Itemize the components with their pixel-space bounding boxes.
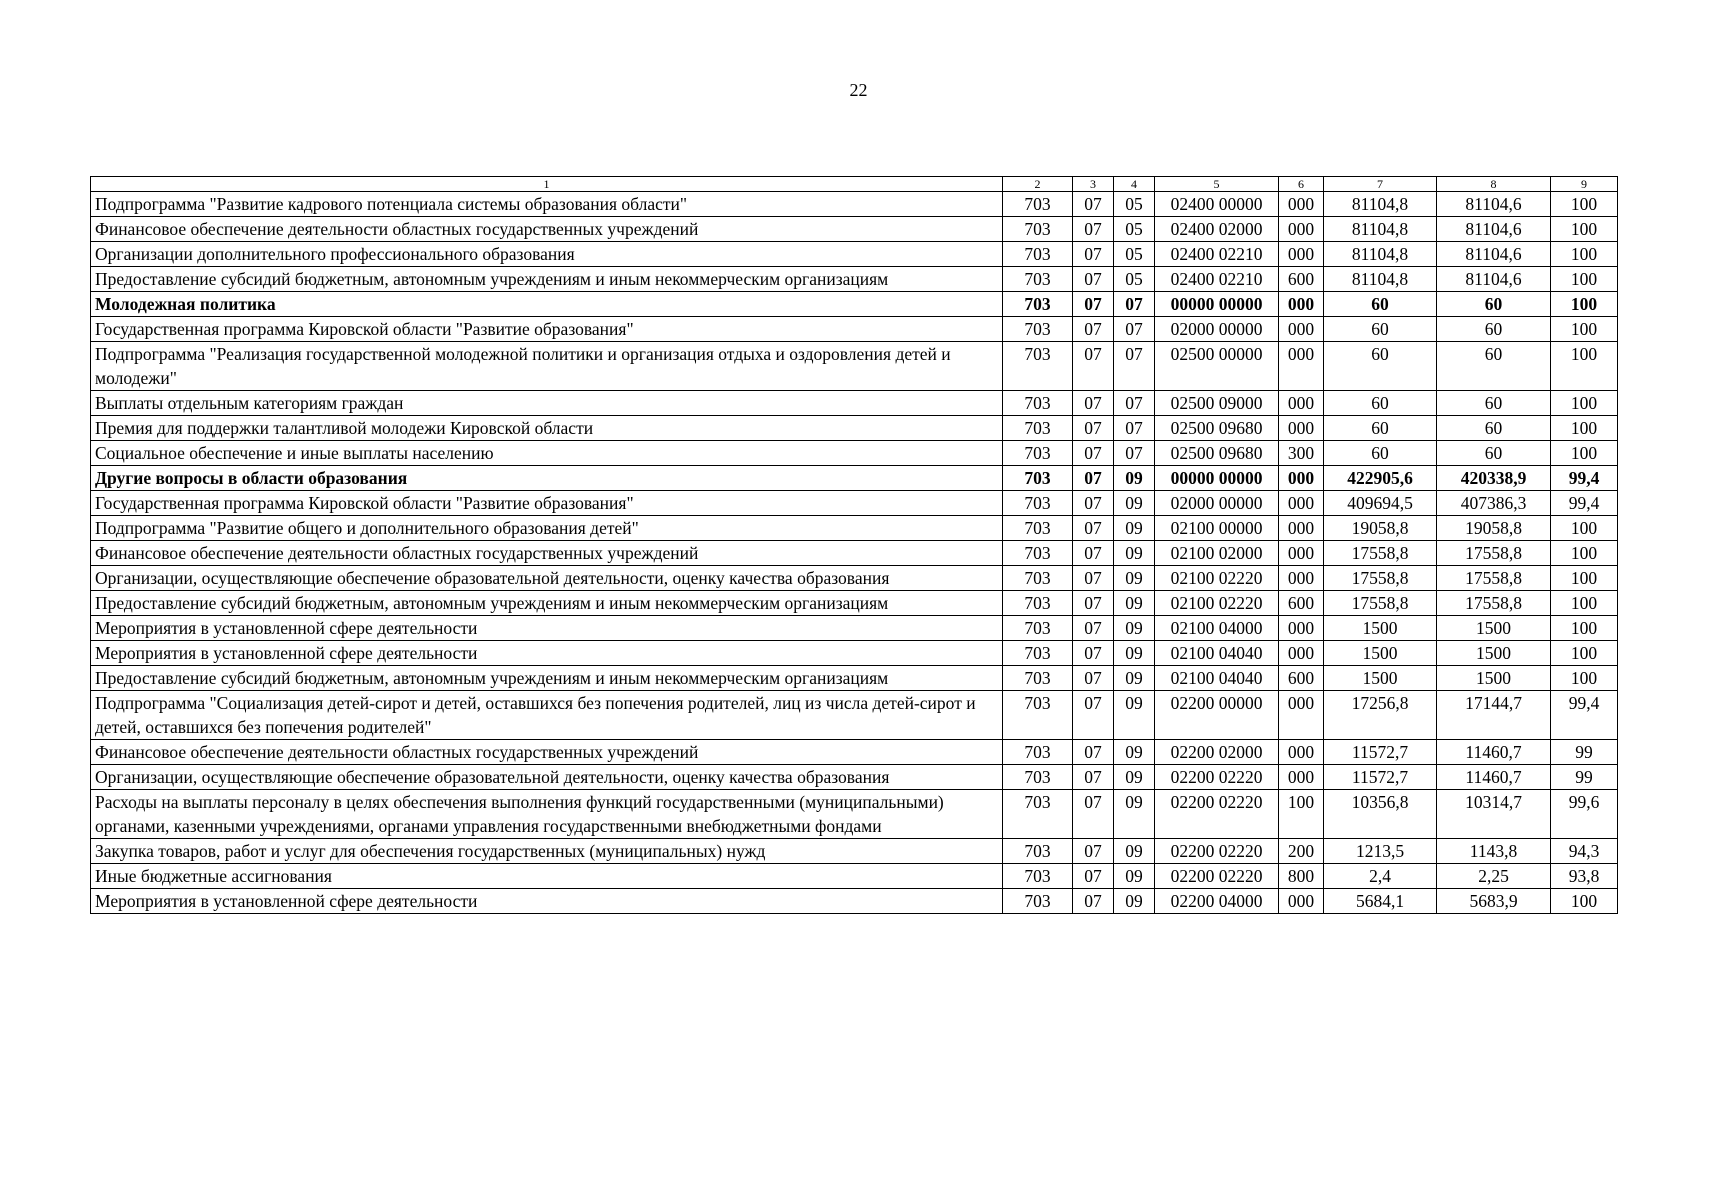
execution-percent-cell: 100 — [1551, 267, 1618, 292]
execution-percent-cell: 94,3 — [1551, 839, 1618, 864]
header-cell: 9 — [1551, 177, 1618, 192]
section-code-cell: 07 — [1073, 839, 1114, 864]
executed-amount-cell: 60 — [1437, 441, 1551, 466]
planned-amount-cell: 81104,8 — [1324, 217, 1437, 242]
target-article-code-cell: 02100 04040 — [1155, 641, 1279, 666]
executed-amount-cell: 60 — [1437, 342, 1551, 391]
section-code-cell: 07 — [1073, 516, 1114, 541]
planned-amount-cell: 17558,8 — [1324, 566, 1437, 591]
execution-percent-cell: 100 — [1551, 217, 1618, 242]
item-name-cell: Организации, осуществляющие обеспечение образовательной деятельности, оценку качества образования — [91, 566, 1003, 591]
target-article-code-cell: 00000 00000 — [1155, 466, 1279, 491]
execution-percent-cell: 99,4 — [1551, 466, 1618, 491]
item-name-cell: Предоставление субсидий бюджетным, автономным учреждениям и иным некоммерческим организациям — [91, 267, 1003, 292]
target-article-code-cell: 02200 04000 — [1155, 889, 1279, 914]
expense-type-code-cell: 000 — [1279, 491, 1324, 516]
target-article-code-cell: 02200 02220 — [1155, 864, 1279, 889]
executed-amount-cell: 11460,7 — [1437, 765, 1551, 790]
subsection-code-cell: 09 — [1114, 641, 1155, 666]
expense-type-code-cell: 000 — [1279, 516, 1324, 541]
execution-percent-cell: 100 — [1551, 566, 1618, 591]
target-article-code-cell: 02100 04040 — [1155, 666, 1279, 691]
ministry-code-cell: 703 — [1003, 889, 1073, 914]
subsection-code-cell: 09 — [1114, 740, 1155, 765]
target-article-code-cell: 02500 00000 — [1155, 342, 1279, 391]
executed-amount-cell: 2,25 — [1437, 864, 1551, 889]
expense-type-code-cell: 000 — [1279, 740, 1324, 765]
planned-amount-cell: 81104,8 — [1324, 242, 1437, 267]
execution-percent-cell: 99,4 — [1551, 491, 1618, 516]
executed-amount-cell: 17558,8 — [1437, 591, 1551, 616]
item-name-cell: Молодежная политика — [91, 292, 1003, 317]
planned-amount-cell: 422905,6 — [1324, 466, 1437, 491]
subsection-code-cell: 09 — [1114, 864, 1155, 889]
executed-amount-cell: 60 — [1437, 292, 1551, 317]
item-name-cell: Организации, осуществляющие обеспечение образовательной деятельности, оценку качества образования — [91, 765, 1003, 790]
ministry-code-cell: 703 — [1003, 566, 1073, 591]
target-article-code-cell: 02100 02000 — [1155, 541, 1279, 566]
header-cell: 1 — [91, 177, 1003, 192]
executed-amount-cell: 17558,8 — [1437, 541, 1551, 566]
executed-amount-cell: 10314,7 — [1437, 790, 1551, 839]
item-name-cell: Государственная программа Кировской области "Развитие образования" — [91, 317, 1003, 342]
expense-type-code-cell: 000 — [1279, 765, 1324, 790]
table-row — [91, 192, 1618, 217]
target-article-code-cell: 02500 09000 — [1155, 391, 1279, 416]
ministry-code-cell: 703 — [1003, 242, 1073, 267]
item-name-cell: Мероприятия в установленной сфере деятельности — [91, 889, 1003, 914]
target-article-code-cell: 00000 00000 — [1155, 292, 1279, 317]
executed-amount-cell: 11460,7 — [1437, 740, 1551, 765]
section-code-cell: 07 — [1073, 217, 1114, 242]
subsection-code-cell: 09 — [1114, 691, 1155, 740]
ministry-code-cell: 703 — [1003, 466, 1073, 491]
planned-amount-cell: 10356,8 — [1324, 790, 1437, 839]
planned-amount-cell: 60 — [1324, 342, 1437, 391]
ministry-code-cell: 703 — [1003, 416, 1073, 441]
ministry-code-cell: 703 — [1003, 267, 1073, 292]
execution-percent-cell: 100 — [1551, 616, 1618, 641]
item-name-cell: Финансовое обеспечение деятельности областных государственных учреждений — [91, 740, 1003, 765]
table-row — [91, 391, 1618, 416]
section-code-cell: 07 — [1073, 491, 1114, 516]
planned-amount-cell: 60 — [1324, 441, 1437, 466]
section-code-cell: 07 — [1073, 790, 1114, 839]
planned-amount-cell: 2,4 — [1324, 864, 1437, 889]
target-article-code-cell: 02400 02000 — [1155, 217, 1279, 242]
item-name-cell: Организации дополнительного профессионального образования — [91, 242, 1003, 267]
ministry-code-cell: 703 — [1003, 342, 1073, 391]
planned-amount-cell: 60 — [1324, 391, 1437, 416]
subsection-code-cell: 09 — [1114, 541, 1155, 566]
planned-amount-cell: 1500 — [1324, 616, 1437, 641]
table-row — [91, 267, 1618, 292]
section-code-cell: 07 — [1073, 541, 1114, 566]
item-name-cell: Подпрограмма "Развитие кадрового потенциала системы образования области" — [91, 192, 1003, 217]
executed-amount-cell: 60 — [1437, 391, 1551, 416]
ministry-code-cell: 703 — [1003, 292, 1073, 317]
item-name-cell: Премия для поддержки талантливой молодежи Кировской области — [91, 416, 1003, 441]
expense-type-code-cell: 000 — [1279, 317, 1324, 342]
subsection-code-cell: 07 — [1114, 342, 1155, 391]
header-cell: 7 — [1324, 177, 1437, 192]
target-article-code-cell: 02200 02000 — [1155, 740, 1279, 765]
planned-amount-cell: 11572,7 — [1324, 740, 1437, 765]
expense-type-code-cell: 000 — [1279, 889, 1324, 914]
executed-amount-cell: 5683,9 — [1437, 889, 1551, 914]
expense-type-code-cell: 000 — [1279, 566, 1324, 591]
executed-amount-cell: 81104,6 — [1437, 192, 1551, 217]
section-code-cell: 07 — [1073, 591, 1114, 616]
planned-amount-cell: 1213,5 — [1324, 839, 1437, 864]
execution-percent-cell: 100 — [1551, 242, 1618, 267]
expense-type-code-cell: 000 — [1279, 691, 1324, 740]
subsection-code-cell: 09 — [1114, 839, 1155, 864]
execution-percent-cell: 100 — [1551, 641, 1618, 666]
executed-amount-cell: 407386,3 — [1437, 491, 1551, 516]
section-code-cell: 07 — [1073, 740, 1114, 765]
expense-type-code-cell: 000 — [1279, 342, 1324, 391]
section-code-cell: 07 — [1073, 616, 1114, 641]
target-article-code-cell: 02100 02220 — [1155, 566, 1279, 591]
item-name-cell: Иные бюджетные ассигнования — [91, 864, 1003, 889]
ministry-code-cell: 703 — [1003, 839, 1073, 864]
section-code-cell: 07 — [1073, 641, 1114, 666]
planned-amount-cell: 11572,7 — [1324, 765, 1437, 790]
executed-amount-cell: 1143,8 — [1437, 839, 1551, 864]
table-row — [91, 839, 1618, 864]
table-row — [91, 591, 1618, 616]
ministry-code-cell: 703 — [1003, 765, 1073, 790]
executed-amount-cell: 1500 — [1437, 641, 1551, 666]
ministry-code-cell: 703 — [1003, 591, 1073, 616]
header-cell: 3 — [1073, 177, 1114, 192]
planned-amount-cell: 81104,8 — [1324, 267, 1437, 292]
table-row — [91, 691, 1618, 740]
executed-amount-cell: 17558,8 — [1437, 566, 1551, 591]
execution-percent-cell: 100 — [1551, 416, 1618, 441]
item-name-cell: Расходы на выплаты персоналу в целях обеспечения выполнения функций государственными (муниципальными) органами, казенными учреждениями, органами управления государственными внебюджетными фондами — [91, 790, 1003, 839]
target-article-code-cell: 02400 02210 — [1155, 242, 1279, 267]
target-article-code-cell: 02500 09680 — [1155, 441, 1279, 466]
table-row — [91, 889, 1618, 914]
executed-amount-cell: 60 — [1437, 317, 1551, 342]
section-code-cell: 07 — [1073, 441, 1114, 466]
item-name-cell: Подпрограмма "Реализация государственной молодежной политики и организация отдыха и оздоровления детей и молодежи" — [91, 342, 1003, 391]
subsection-code-cell: 09 — [1114, 591, 1155, 616]
execution-percent-cell: 100 — [1551, 591, 1618, 616]
table-row — [91, 342, 1618, 391]
item-name-cell: Закупка товаров, работ и услуг для обеспечения государственных (муниципальных) нужд — [91, 839, 1003, 864]
executed-amount-cell: 420338,9 — [1437, 466, 1551, 491]
budget-table — [90, 176, 1618, 914]
subsection-code-cell: 09 — [1114, 566, 1155, 591]
header-cell: 4 — [1114, 177, 1155, 192]
target-article-code-cell: 02400 00000 — [1155, 192, 1279, 217]
target-article-code-cell: 02500 09680 — [1155, 416, 1279, 441]
section-code-cell: 07 — [1073, 317, 1114, 342]
expense-type-code-cell: 000 — [1279, 616, 1324, 641]
expense-type-code-cell: 000 — [1279, 416, 1324, 441]
planned-amount-cell: 60 — [1324, 416, 1437, 441]
section-code-cell: 07 — [1073, 864, 1114, 889]
execution-percent-cell: 93,8 — [1551, 864, 1618, 889]
table-row — [91, 292, 1618, 317]
expense-type-code-cell: 000 — [1279, 466, 1324, 491]
expense-type-code-cell: 000 — [1279, 541, 1324, 566]
execution-percent-cell: 100 — [1551, 317, 1618, 342]
table-row — [91, 790, 1618, 839]
execution-percent-cell: 99,6 — [1551, 790, 1618, 839]
header-cell: 6 — [1279, 177, 1324, 192]
planned-amount-cell: 17256,8 — [1324, 691, 1437, 740]
ministry-code-cell: 703 — [1003, 616, 1073, 641]
execution-percent-cell: 100 — [1551, 342, 1618, 391]
execution-percent-cell: 100 — [1551, 666, 1618, 691]
table-row — [91, 242, 1618, 267]
subsection-code-cell: 09 — [1114, 491, 1155, 516]
item-name-cell: Другие вопросы в области образования — [91, 466, 1003, 491]
item-name-cell: Социальное обеспечение и иные выплаты населению — [91, 441, 1003, 466]
target-article-code-cell: 02000 00000 — [1155, 491, 1279, 516]
subsection-code-cell: 09 — [1114, 889, 1155, 914]
table-row — [91, 441, 1618, 466]
executed-amount-cell: 81104,6 — [1437, 217, 1551, 242]
table-row — [91, 317, 1618, 342]
section-code-cell: 07 — [1073, 192, 1114, 217]
expense-type-code-cell: 000 — [1279, 391, 1324, 416]
target-article-code-cell: 02400 02210 — [1155, 267, 1279, 292]
table-row — [91, 765, 1618, 790]
execution-percent-cell: 100 — [1551, 391, 1618, 416]
table-row — [91, 516, 1618, 541]
planned-amount-cell: 409694,5 — [1324, 491, 1437, 516]
executed-amount-cell: 60 — [1437, 416, 1551, 441]
subsection-code-cell: 05 — [1114, 267, 1155, 292]
expense-type-code-cell: 000 — [1279, 242, 1324, 267]
item-name-cell: Выплаты отдельным категориям граждан — [91, 391, 1003, 416]
item-name-cell: Предоставление субсидий бюджетным, автономным учреждениям и иным некоммерческим организациям — [91, 591, 1003, 616]
expense-type-code-cell: 600 — [1279, 591, 1324, 616]
header-cell: 2 — [1003, 177, 1073, 192]
section-code-cell: 07 — [1073, 889, 1114, 914]
subsection-code-cell: 07 — [1114, 317, 1155, 342]
target-article-code-cell: 02100 02220 — [1155, 591, 1279, 616]
table-row — [91, 566, 1618, 591]
table-row — [91, 864, 1618, 889]
target-article-code-cell: 02200 00000 — [1155, 691, 1279, 740]
section-code-cell: 07 — [1073, 566, 1114, 591]
item-name-cell: Подпрограмма "Социализация детей-сирот и детей, оставшихся без попечения родителей, лиц из числа детей-сирот и детей, оставшихся без попечения родителей" — [91, 691, 1003, 740]
item-name-cell: Мероприятия в установленной сфере деятельности — [91, 616, 1003, 641]
expense-type-code-cell: 300 — [1279, 441, 1324, 466]
executed-amount-cell: 1500 — [1437, 666, 1551, 691]
subsection-code-cell: 09 — [1114, 616, 1155, 641]
section-code-cell: 07 — [1073, 691, 1114, 740]
subsection-code-cell: 07 — [1114, 416, 1155, 441]
subsection-code-cell: 07 — [1114, 292, 1155, 317]
ministry-code-cell: 703 — [1003, 790, 1073, 839]
subsection-code-cell: 09 — [1114, 666, 1155, 691]
table-row — [91, 217, 1618, 242]
ministry-code-cell: 703 — [1003, 691, 1073, 740]
executed-amount-cell: 1500 — [1437, 616, 1551, 641]
expense-type-code-cell: 600 — [1279, 666, 1324, 691]
ministry-code-cell: 703 — [1003, 864, 1073, 889]
subsection-code-cell: 07 — [1114, 391, 1155, 416]
planned-amount-cell: 60 — [1324, 292, 1437, 317]
target-article-code-cell: 02100 00000 — [1155, 516, 1279, 541]
subsection-code-cell: 09 — [1114, 790, 1155, 839]
ministry-code-cell: 703 — [1003, 192, 1073, 217]
header-cell: 5 — [1155, 177, 1279, 192]
expense-type-code-cell: 000 — [1279, 292, 1324, 317]
expense-type-code-cell: 100 — [1279, 790, 1324, 839]
target-article-code-cell: 02000 00000 — [1155, 317, 1279, 342]
target-article-code-cell: 02200 02220 — [1155, 839, 1279, 864]
planned-amount-cell: 81104,8 — [1324, 192, 1437, 217]
execution-percent-cell: 100 — [1551, 192, 1618, 217]
subsection-code-cell: 09 — [1114, 516, 1155, 541]
execution-percent-cell: 99 — [1551, 765, 1618, 790]
item-name-cell: Предоставление субсидий бюджетным, автономным учреждениям и иным некоммерческим организациям — [91, 666, 1003, 691]
section-code-cell: 07 — [1073, 342, 1114, 391]
execution-percent-cell: 100 — [1551, 441, 1618, 466]
planned-amount-cell: 19058,8 — [1324, 516, 1437, 541]
planned-amount-cell: 1500 — [1324, 666, 1437, 691]
executed-amount-cell: 19058,8 — [1437, 516, 1551, 541]
subsection-code-cell: 09 — [1114, 765, 1155, 790]
section-code-cell: 07 — [1073, 666, 1114, 691]
table-row — [91, 641, 1618, 666]
executed-amount-cell: 17144,7 — [1437, 691, 1551, 740]
execution-percent-cell: 99 — [1551, 740, 1618, 765]
execution-percent-cell: 100 — [1551, 541, 1618, 566]
item-name-cell: Финансовое обеспечение деятельности областных государственных учреждений — [91, 217, 1003, 242]
page-number: 22 — [849, 80, 868, 100]
planned-amount-cell: 17558,8 — [1324, 591, 1437, 616]
ministry-code-cell: 703 — [1003, 740, 1073, 765]
executed-amount-cell: 81104,6 — [1437, 267, 1551, 292]
planned-amount-cell: 60 — [1324, 317, 1437, 342]
section-code-cell: 07 — [1073, 765, 1114, 790]
table-row — [91, 491, 1618, 516]
ministry-code-cell: 703 — [1003, 217, 1073, 242]
header-cell: 8 — [1437, 177, 1551, 192]
item-name-cell: Мероприятия в установленной сфере деятельности — [91, 641, 1003, 666]
section-code-cell: 07 — [1073, 267, 1114, 292]
execution-percent-cell: 100 — [1551, 516, 1618, 541]
ministry-code-cell: 703 — [1003, 666, 1073, 691]
expense-type-code-cell: 200 — [1279, 839, 1324, 864]
target-article-code-cell: 02200 02220 — [1155, 790, 1279, 839]
ministry-code-cell: 703 — [1003, 516, 1073, 541]
section-code-cell: 07 — [1073, 466, 1114, 491]
ministry-code-cell: 703 — [1003, 541, 1073, 566]
subsection-code-cell: 05 — [1114, 217, 1155, 242]
target-article-code-cell: 02200 02220 — [1155, 765, 1279, 790]
section-code-cell: 07 — [1073, 242, 1114, 267]
item-name-cell: Финансовое обеспечение деятельности областных государственных учреждений — [91, 541, 1003, 566]
ministry-code-cell: 703 — [1003, 641, 1073, 666]
subsection-code-cell: 07 — [1114, 441, 1155, 466]
planned-amount-cell: 1500 — [1324, 641, 1437, 666]
execution-percent-cell: 100 — [1551, 292, 1618, 317]
section-code-cell: 07 — [1073, 292, 1114, 317]
ministry-code-cell: 703 — [1003, 317, 1073, 342]
planned-amount-cell: 5684,1 — [1324, 889, 1437, 914]
item-name-cell: Подпрограмма "Развитие общего и дополнительного образования детей" — [91, 516, 1003, 541]
section-code-cell: 07 — [1073, 391, 1114, 416]
planned-amount-cell: 17558,8 — [1324, 541, 1437, 566]
table-row — [91, 616, 1618, 641]
table-body — [91, 177, 1618, 914]
subsection-code-cell: 05 — [1114, 242, 1155, 267]
ministry-code-cell: 703 — [1003, 491, 1073, 516]
expense-type-code-cell: 800 — [1279, 864, 1324, 889]
expense-type-code-cell: 000 — [1279, 641, 1324, 666]
subsection-code-cell: 09 — [1114, 466, 1155, 491]
item-name-cell: Государственная программа Кировской области "Развитие образования" — [91, 491, 1003, 516]
table-row — [91, 666, 1618, 691]
section-code-cell: 07 — [1073, 416, 1114, 441]
expense-type-code-cell: 000 — [1279, 192, 1324, 217]
table-row — [91, 416, 1618, 441]
ministry-code-cell: 703 — [1003, 441, 1073, 466]
expense-type-code-cell: 000 — [1279, 217, 1324, 242]
ministry-code-cell: 703 — [1003, 391, 1073, 416]
table-row — [91, 541, 1618, 566]
table-row — [91, 740, 1618, 765]
table-row — [91, 466, 1618, 491]
execution-percent-cell: 99,4 — [1551, 691, 1618, 740]
subsection-code-cell: 05 — [1114, 192, 1155, 217]
execution-percent-cell: 100 — [1551, 889, 1618, 914]
header-row — [91, 177, 1618, 192]
target-article-code-cell: 02100 04000 — [1155, 616, 1279, 641]
executed-amount-cell: 81104,6 — [1437, 242, 1551, 267]
expense-type-code-cell: 600 — [1279, 267, 1324, 292]
